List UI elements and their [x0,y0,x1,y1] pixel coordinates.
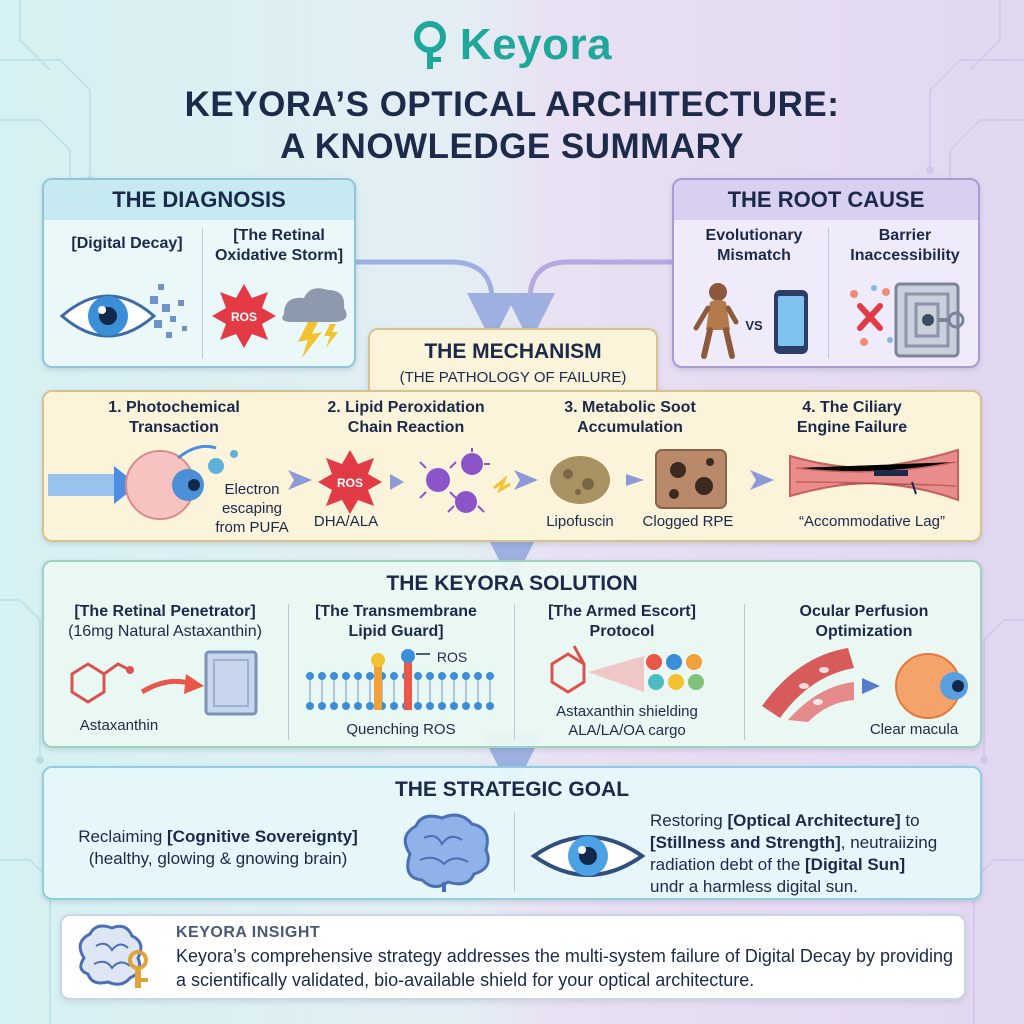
goal-right-line1 [650,810,974,832]
step-1-line1: 1. Photochemical [108,399,240,416]
goal-right-line3 [650,854,974,876]
eye-light-absorption-icon [48,440,218,530]
clogged-rpe-label: Clogged RPE [642,513,734,530]
solution-1-line2: (16mg Natural Astaxanthin) [68,623,262,640]
astaxanthin-penetrator-icon [58,646,278,716]
ros-storm-icon [212,276,352,360]
step-4-line2: Engine Failure [796,419,908,436]
solution-3-line1: [The Armed Escort] [548,603,696,620]
vs-label: VS [745,318,763,333]
metabolic-soot-icon [544,446,744,512]
solution-item-2 [296,602,496,642]
arrow-diagnosis-to-mechanism [356,262,492,318]
ros-tag: ROS [436,649,468,665]
insight-text: Keyora’s comprehensive strategy addresses the multi-system failure of Digital Decay by providing a scientifically validated, bio-available shield for your optical architecture. [176,946,954,990]
goal-right-line2 [650,832,974,854]
goal-right-line4: undr a harmless digital sun. [650,877,858,896]
brain-key-icon [72,922,164,992]
barrier-line1: Barrier [878,227,932,244]
evolutionary-mismatch-line2: Mismatch [717,247,791,264]
solution-heading: THE KEYORA SOLUTION [386,572,638,595]
goal-left-prefix: Reclaiming [78,827,167,846]
solution-divider [744,604,745,740]
oxidative-storm-line1: [The Retinal [233,227,325,244]
page-title-line2: A KNOWLEDGE SUMMARY [280,127,744,166]
goal-panel [42,766,982,900]
oxidative-storm-label [204,226,354,266]
step-2-line1: 2. Lipid Peroxidation [327,399,485,416]
solution-3-line2: Protocol [589,623,655,640]
brand-name: Keyora [459,20,613,69]
evolutionary-mismatch-label [680,226,828,266]
accommodative-lag-label: “Accommodative Lag” [799,513,945,530]
step-1-line2: Transaction [129,419,219,436]
solution-divider [288,604,289,740]
mechanism-step-2 [296,398,516,438]
electron-caption [212,480,292,537]
chevron-right-icon [750,468,778,492]
mechanism-heading: THE MECHANISM [424,340,602,363]
step-2-line2: Chain Reaction [347,419,465,436]
dha-ala-label: DHA/ALA [313,513,379,530]
mech-ros-text: ROS [336,476,364,490]
insight-title: KEYORA INSIGHT [176,924,321,941]
goal-right-l1-bold: [Optical Architecture] [727,811,901,830]
quenching-ros-caption: Quenching ROS [346,721,456,738]
pixelated-eye-icon [58,276,198,356]
solution-4-line2: Optimization [815,623,913,640]
root-cause-divider [828,228,829,358]
solution-2-line1: [The Transmembrane [315,603,477,620]
solution-item-1 [52,602,278,642]
clear-macula-caption: Clear macula [869,721,959,738]
step-3-line2: Accumulation [577,419,683,436]
electron-line1: Electron [224,481,280,498]
barrier-line2: Inaccessibility [850,247,960,264]
brain-icon [390,810,500,894]
goal-left-line1 [58,826,378,848]
solution-2-line2: Lipid Guard] [348,623,444,640]
goal-right-l3-prefix: radiation debt of the [650,855,806,874]
locked-barrier-icon [844,276,972,362]
escort-caption-line1: Astaxanthin shielding [556,703,698,720]
solution-item-4 [764,602,964,642]
page-title-line1: KEYORA’S OPTICAL ARCHITECTURE: [184,85,840,124]
diagnosis-divider [202,228,203,358]
oxidative-storm-line2: Oxidative Storm] [214,247,344,264]
root-cause-heading: THE ROOT CAUSE [674,180,978,220]
chevron-right-icon [288,468,316,492]
goal-left-bold: [Cognitive Sovereignty] [167,827,358,846]
mechanism-step-4 [752,398,952,438]
goal-right-l3-bold: [Digital Sun] [805,855,906,874]
root-cause-panel [672,178,980,368]
step-3-line1: 3. Metabolic Soot [564,399,696,416]
goal-left-line2: (healthy, glowing & gnowing brain) [88,849,348,868]
goal-right-l1-suffix: to [900,811,920,830]
ros-badge-text: ROS [230,310,258,324]
goal-right-l2-suffix: , neutraiizing [840,833,938,852]
mechanism-title-box [368,328,658,394]
goal-left-text [58,826,378,870]
chevron-right-icon [514,468,542,492]
solution-panel [42,560,982,748]
goal-divider [514,812,515,892]
diagnosis-panel [42,178,356,368]
ocular-perfusion-icon [758,646,974,722]
arrow-rootcause-to-mechanism [530,262,672,318]
goal-heading: THE STRATEGIC GOAL [394,778,630,801]
electron-line2: escaping [221,500,283,517]
solution-4-line1: Ocular Perfusion [799,603,929,620]
goal-right-l2-bold: [Stillness and Strength] [650,833,841,852]
solution-item-3 [522,602,722,642]
astaxanthin-caption: Astaxanthin [79,717,159,734]
mechanism-step-3 [530,398,730,438]
armed-escort-icon [544,642,714,706]
mechanism-step-1 [74,398,274,438]
solution-divider [514,604,515,740]
caveman-vs-phone-icon [688,278,818,362]
mechanism-subheading: (THE PATHOLOGY OF FAILURE) [399,369,627,386]
step-4-line1: 4. The Ciliary [802,399,902,416]
goal-right-text [650,810,974,898]
escort-caption-line2: ALA/LA/OA cargo [568,722,686,739]
eye-icon [530,824,646,888]
digital-decay-label: [Digital Decay] [71,235,183,252]
escort-caption [522,702,732,740]
electron-line3: from PUFA [215,519,289,536]
diagnosis-heading: THE DIAGNOSIS [44,180,354,220]
barrier-label [830,226,980,266]
solution-1-line1: [The Retinal Penetrator] [74,603,256,620]
electron-icon [204,446,244,476]
ciliary-muscle-icon [786,442,962,508]
mechanism-panel [42,390,982,542]
goal-right-l1-prefix: Restoring [650,811,728,830]
lipofuscin-label: Lipofuscin [546,513,614,530]
evolutionary-mismatch-line1: Evolutionary [705,227,803,244]
